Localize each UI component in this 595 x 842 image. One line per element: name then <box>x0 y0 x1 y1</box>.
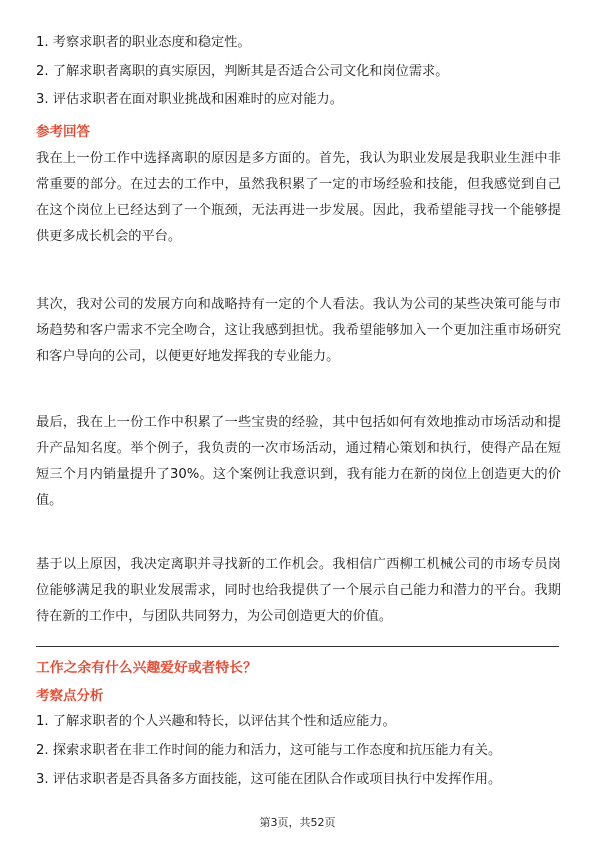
answer-paragraph: 我在上一份工作中选择离职的原因是多方面的。首先，我认为职业发展是我职业生涯中非常重要的部分。在过去的工作中，虽然我积累了一定的市场经验和技能，但我感觉到自己在这个岗位上已经达到了一个瓶颈，无法再进一步发展。因此，我希望能寻找一个能够提供更多成长机会的平台。 <box>36 151 561 244</box>
answer-paragraph: 其次，我对公司的发展方向和战略持有一定的个人看法。我认为公司的某些决策可能与市场趋势和客户需求不完全吻合，这让我感到担忧。我希望能够加入一个更加注重市场研究和客户导向的公司，以便更好地发挥我的专业能力。 <box>36 297 561 364</box>
list-item: 1. 了解求职者的个人兴趣和特长，以评估其个性和适应能力。 <box>36 714 396 729</box>
list-item: 1. 考察求职者的职业态度和稳定性。 <box>36 35 251 50</box>
answer-paragraph: 基于以上原因，我决定离职并寻找新的工作机会。我相信广西柳工机械公司的市场专员岗位能够满足我的职业发展需求，同时也给我提供了一个展示自己能力和潜力的平台。我期待在新的工作中，与团队共同努力，为公司创造更大的价值。 <box>36 557 561 624</box>
answer-paragraph: 最后，我在上一份工作中积累了一些宝贵的经验，其中包括如何有效地推动市场活动和提升产品知名度。举个例子，我负责的一次市场活动，通过精心策划和执行，使得产品在短短三个月内销量提升了30%。这个案例让我意识到，我有能力在新的岗位上创造更大的价值。 <box>36 415 561 508</box>
list-item: 3. 评估求职者是否具备多方面技能，这可能在团队合作或项目执行中发挥作用。 <box>36 772 502 787</box>
list-item: 2. 了解求职者离职的真实原因，判断其是否适合公司文化和岗位需求。 <box>36 64 449 79</box>
list-item: 2. 探索求职者在非工作时间的能力和活力，这可能与工作态度和抗压能力有关。 <box>36 743 502 758</box>
section-divider <box>36 646 559 647</box>
analysis-heading: 考察点分析 <box>36 688 104 704</box>
answer-heading: 参考回答 <box>36 124 90 140</box>
question-title: 工作之余有什么兴趣爱好或者特长？ <box>36 660 257 676</box>
page-footer: 第3页，共52页 <box>259 816 336 829</box>
list-item: 3. 评估求职者在面对职业挑战和困难时的应对能力。 <box>36 92 343 107</box>
